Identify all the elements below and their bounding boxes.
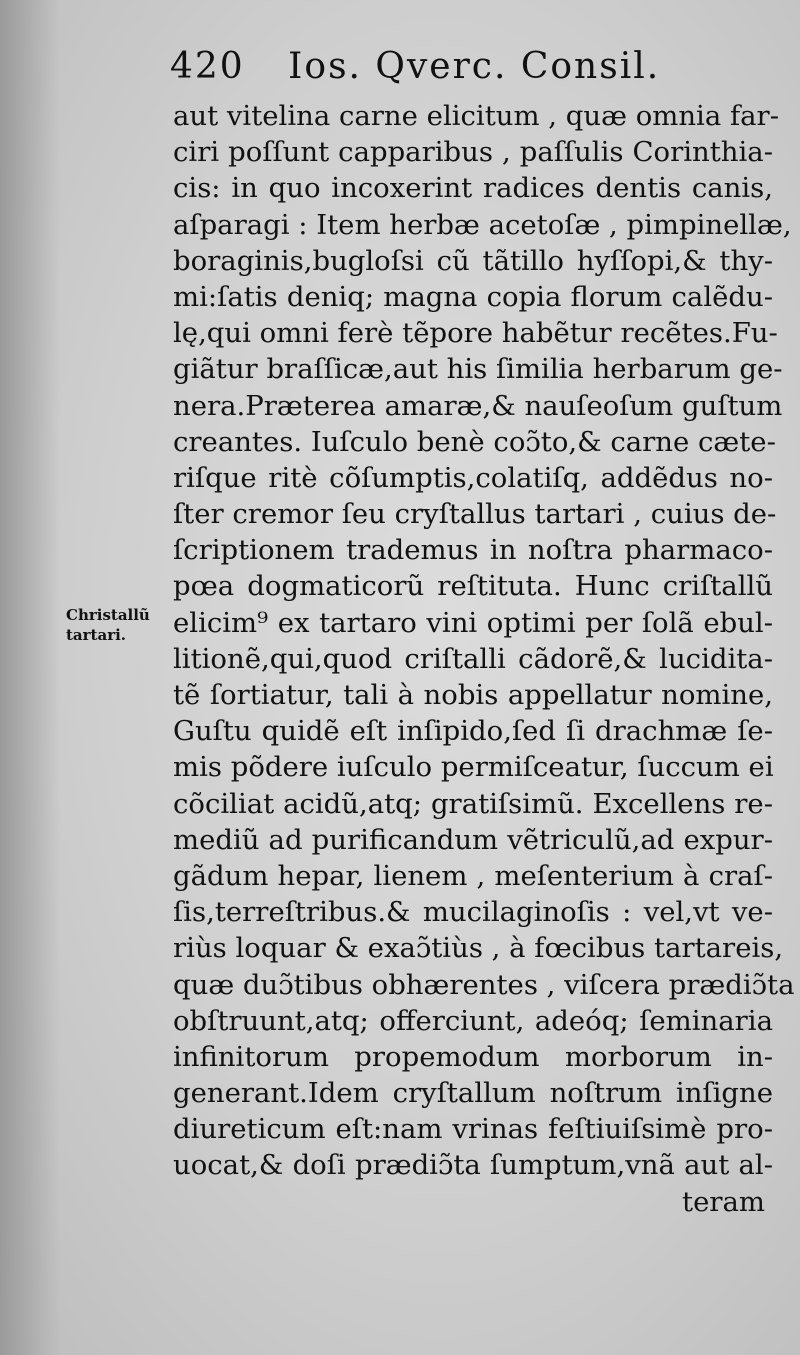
page-number: 420 (170, 46, 245, 87)
running-title: Ios. Qverc. Consil. (288, 46, 661, 87)
text-line: aut vitelina carne elicitum , quæ omnia far- (173, 100, 779, 132)
marginal-note-line: tartari. (66, 626, 127, 644)
text-line: mediũ ad purificandum vẽtriculũ,ad expur- (173, 823, 773, 856)
marginal-note (66, 605, 176, 645)
text-line: ciri poſſunt capparibus , paſſulis Corinthia- (173, 136, 773, 169)
text-line: tẽ ſortiatur, tali à nobis appellatur nomine, (173, 679, 773, 711)
text-line: ſter cremor ſeu cryſtallus tartari , cuius de- (173, 498, 777, 531)
text-line: lę,qui omni ferè tẽpore habẽtur recẽtes.Fu- (173, 317, 778, 350)
running-head (170, 46, 770, 96)
marginal-note-line: Christallũ (66, 606, 150, 624)
page-gutter-shadow (0, 0, 60, 1355)
text-line: ſcriptionem trademus in noſtra pharmaco- (173, 534, 773, 567)
text-line: generant.Idem cryſtallum noſtrum inſigne (173, 1077, 773, 1110)
text-line: riùs loquar & exaɔ̃tiùs , à fœcibus tartareis, (173, 932, 784, 965)
text-line: gãdum hepar, lienem , meſenterium à craſ- (173, 859, 773, 892)
text-line: obſtruunt,atq; offerciunt, adeóq; ſeminaria (173, 1004, 773, 1037)
text-line: mi:ſatis deniq; magna copia florum calẽdu- (173, 280, 773, 313)
text-line: ſis,terreſtribus.& mucilaginoſis : vel,vt ve- (173, 896, 773, 929)
text-line: aſparagi : Item herbæ acetoſæ , pimpinellæ, (173, 208, 792, 241)
text-line: cõciliat acidũ,atq; gratiſsimũ. Excellens re- (173, 787, 773, 820)
text-line: mis põdere iuſculo permiſceatur, ſuccum ei (173, 751, 774, 784)
text-line: diureticum eſt:nam vrinas feſtiuiſsimè pro- (173, 1113, 773, 1146)
text-line: giãtur braſſicæ,aut his ſimilia herbarum ge- (173, 353, 783, 386)
text-line: uocat,& doſi prædiɔ̃ta ſumptum,vnã aut al- (173, 1149, 773, 1182)
text-line: litionẽ,qui,quod criſtalli cãdorẽ,& lucidita- (173, 642, 773, 675)
text-line: boraginis,bugloſsi cũ tãtillo hyſſopi,& thy- (173, 244, 773, 277)
text-line: cis: in quo incoxerint radices dentis canis, (173, 172, 773, 205)
text-line: elicim⁹ ex tartaro vini optimi per ſolã ebul- (173, 606, 773, 639)
text-line: infinitorum propemodum morborum in- (173, 1040, 773, 1073)
text-line: riſque ritè cõſumptis,colatiſq, addẽdus no- (173, 461, 773, 494)
text-line: pœa dogmaticorũ reſtituta. Hunc criſtallũ (173, 570, 773, 603)
text-line: Guſtu quidẽ eſt inſipido,ſed ſi drachmæ ſe- (173, 715, 773, 748)
text-line: quæ duɔ̃tibus obhærentes , viſcera prædiɔ̃ta (173, 968, 795, 1001)
text-line: creantes. Iuſculo benè coɔ̃to,& carne cæte- (173, 425, 776, 458)
text-line: nera.Præterea amaræ,& nauſeoſum guſtum (173, 389, 783, 422)
text-line: teram (682, 1185, 765, 1218)
body-text (173, 98, 795, 1220)
